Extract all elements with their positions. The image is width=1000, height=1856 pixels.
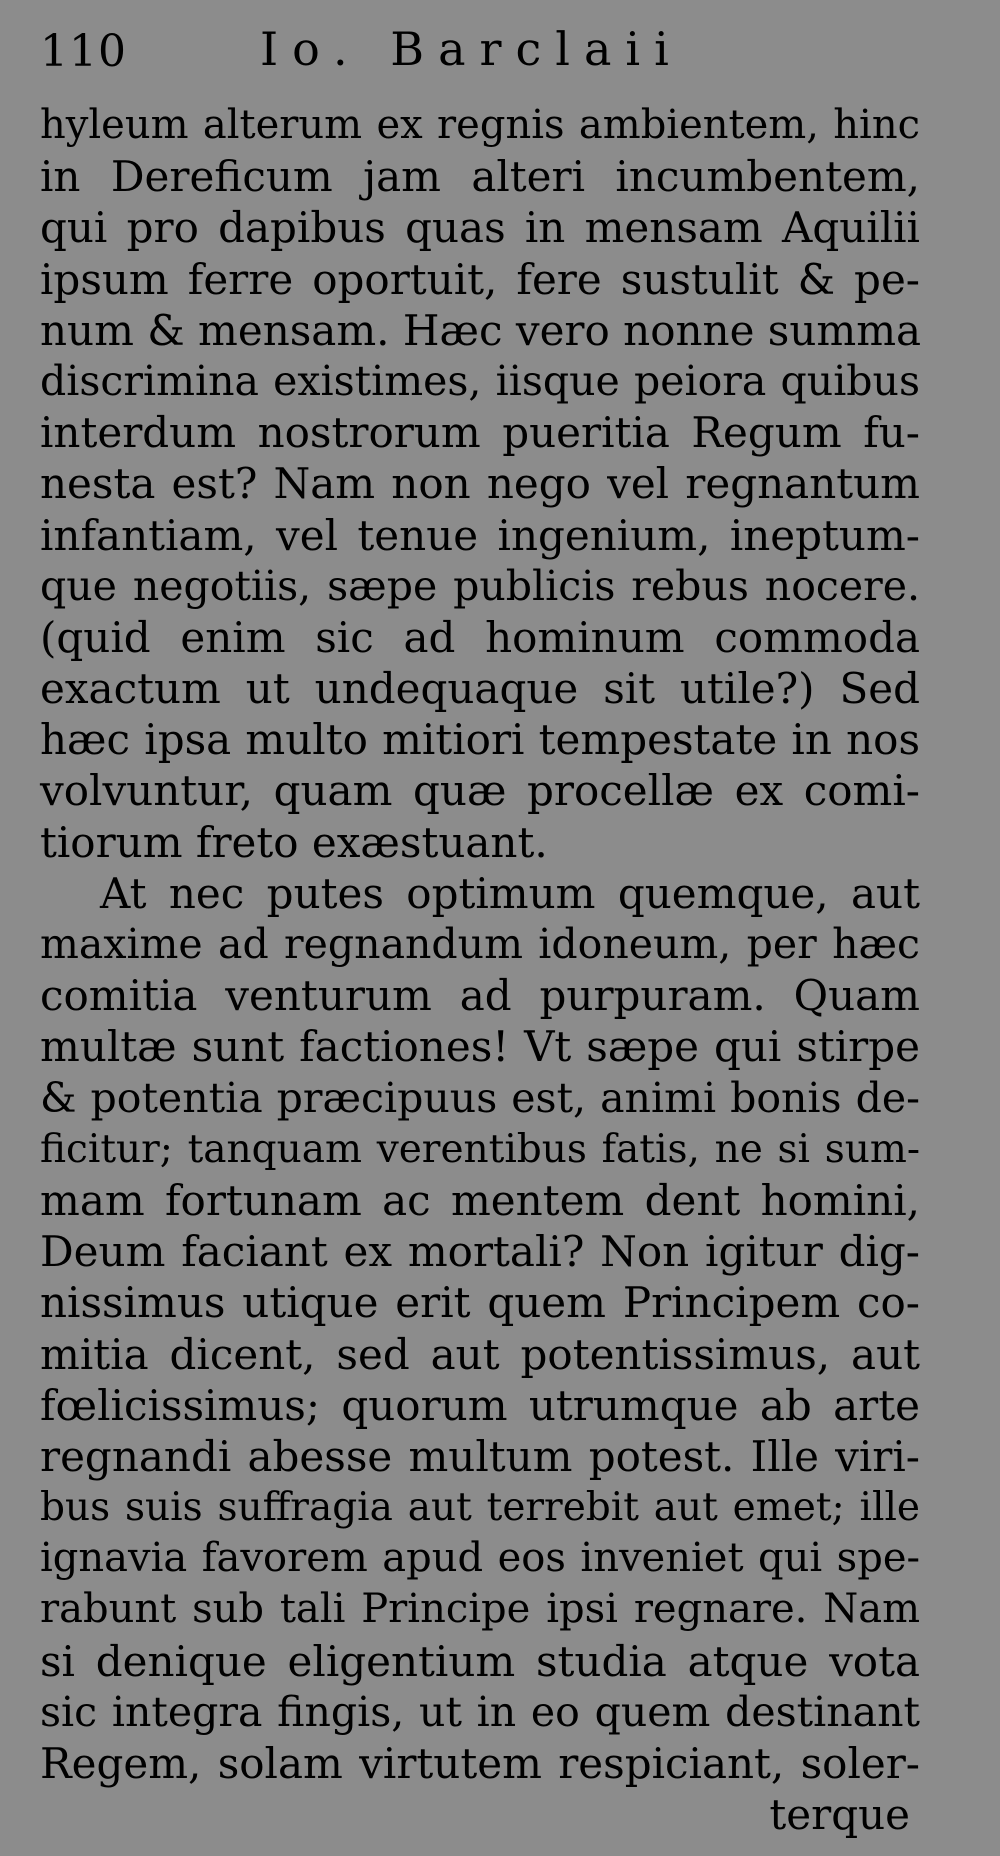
text-line: num & mensam. Hæc vero nonne summa [40, 305, 922, 355]
text-line: multæ sunt factiones! Vt sæpe qui stirpe [40, 1022, 920, 1072]
text-line: qui pro dapibus quas in mensam Aquilii [40, 203, 920, 253]
text-line: si denique eligentium studia atque vota [40, 1636, 920, 1686]
running-title: Io. Barclaii [260, 22, 683, 76]
paragraph-2 [40, 868, 920, 1789]
text-line: mam fortunam ac mentem dent homini, [40, 1175, 920, 1225]
text-line: nesta est? Nam non nego vel regnantum [40, 459, 920, 509]
text-line: ficitur; tanquam verentibus fatis, ne si sum- [40, 1126, 920, 1172]
text-line: que negotiis, sæpe publicis rebus nocere. [40, 561, 920, 610]
body-text [40, 100, 920, 1840]
book-page [40, 20, 922, 1840]
text-line: mitia dicent, sed aut potentissimus, aut [40, 1329, 920, 1379]
text-line: volvuntur, quam quæ procellæ ex comi- [40, 766, 920, 816]
text-line: in Dereficum jam alteri incumbentem, [40, 152, 920, 202]
text-line: infantiam, vel tenue ingenium, ineptum- [40, 510, 920, 560]
text-line: nissimus utique erit quem Principem co- [40, 1278, 920, 1328]
page-number: 110 [40, 26, 127, 77]
text-line: interdum nostrorum pueritia Regum fu- [40, 408, 920, 458]
text-line: rabunt sub tali Principe ipsi regnare. Nam [40, 1586, 920, 1633]
running-head [40, 20, 920, 84]
text-line: Deum faciant ex mortali? Non igitur dig- [40, 1227, 920, 1277]
text-line: sic integra fingis, ut in eo quem destinant [40, 1687, 920, 1736]
paragraph-1 [40, 100, 920, 868]
text-line: exactum ut undequaque sit utile?) Sed [40, 664, 920, 714]
text-line: hyleum alterum ex regnis ambientem, hinc [40, 102, 920, 148]
text-line: hæc ipsa multo mitiori tempestate in nos [40, 715, 920, 765]
text-line: tiorum freto exæstuant. [40, 817, 548, 867]
text-line: ipsum ferre oportuit, fere sustulit & pe- [40, 254, 920, 304]
text-line: ignavia favorem apud eos inveniet qui spe- [40, 1535, 920, 1582]
text-line: (quid enim sic ad hominum commoda [40, 612, 920, 662]
text-line: & potentia præcipuus est, animi bonis de- [40, 1073, 920, 1122]
text-line: comitia venturum ad purpuram. Quam [40, 971, 920, 1021]
catchword: terque [769, 1790, 910, 1840]
text-line: At nec putes optimum quemque, aut [100, 868, 920, 918]
text-line: maxime ad regnandum idoneum, per hæc [40, 920, 920, 968]
text-line: Regem, solam virtutem respiciant, soler- [40, 1739, 920, 1788]
text-line: discrimina existimes, iisque peiora quibus [40, 356, 920, 405]
text-line: regnandi abesse multum potest. Ille viri- [40, 1431, 920, 1481]
text-line: fœlicissimus; quorum utrumque ab arte [40, 1380, 920, 1430]
text-line: bus suis suffragia aut terrebit aut emet; ille [40, 1485, 920, 1531]
